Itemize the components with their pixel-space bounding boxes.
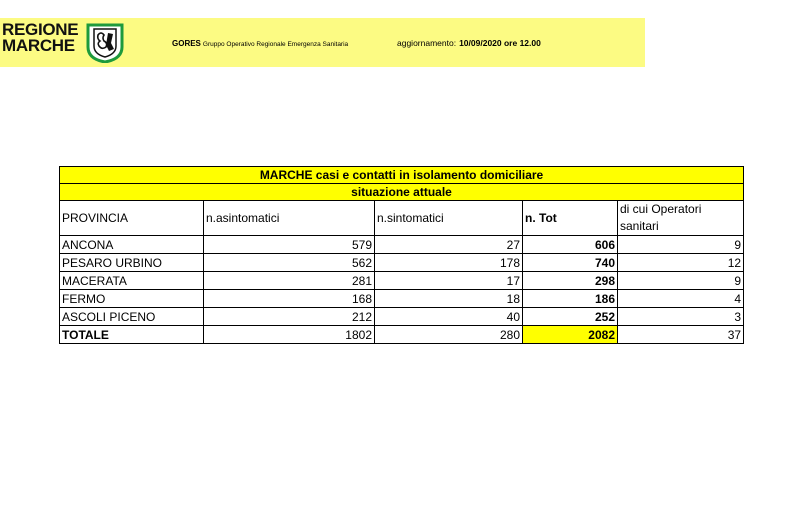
table-row — [60, 254, 744, 272]
cell-operatori: 3 — [618, 308, 744, 326]
logo-line-2: MARCHE — [2, 36, 75, 55]
gores-acronym: GORES — [172, 39, 201, 48]
cell-provincia: ANCONA — [60, 236, 204, 254]
table-row — [60, 308, 744, 326]
column-header-provincia: PROVINCIA — [60, 201, 204, 236]
cell-sintomatici: 40 — [375, 308, 523, 326]
cell-operatori: 12 — [618, 254, 744, 272]
cell-asintomatici: 212 — [204, 308, 375, 326]
cell-sintomatici: 18 — [375, 290, 523, 308]
column-header-operatori: di cui Operatori sanitari — [618, 201, 744, 236]
cell-asintomatici: 579 — [204, 236, 375, 254]
cell-tot: 186 — [523, 290, 618, 308]
column-header-sintomatici: n.sintomatici — [375, 201, 523, 236]
table-title-row — [60, 167, 744, 184]
total-label: TOTALE — [60, 326, 204, 344]
region-logo-text — [2, 22, 86, 54]
cell-provincia: PESARO URBINO — [60, 254, 204, 272]
table-title: MARCHE casi e contatti in isolamento domiciliare — [60, 167, 744, 184]
cell-asintomatici: 562 — [204, 254, 375, 272]
cell-sintomatici: 17 — [375, 272, 523, 290]
header-banner — [0, 18, 645, 67]
total-asintomatici: 1802 — [204, 326, 375, 344]
cell-operatori: 9 — [618, 272, 744, 290]
update-info — [397, 38, 541, 48]
column-header-asintomatici: n.asintomatici — [204, 201, 375, 236]
cell-operatori: 9 — [618, 236, 744, 254]
logo-line-1: REGIONE — [2, 20, 79, 39]
cell-provincia: MACERATA — [60, 272, 204, 290]
total-sintomatici: 280 — [375, 326, 523, 344]
cell-provincia: FERMO — [60, 290, 204, 308]
gores-label — [172, 39, 348, 48]
table-header-row — [60, 201, 744, 236]
update-label: aggiornamento: — [397, 38, 457, 48]
table-subtitle-row — [60, 184, 744, 201]
update-value: 10/09/2020 ore 12.00 — [459, 38, 541, 48]
table-row — [60, 290, 744, 308]
table-total-row — [60, 326, 744, 344]
cell-sintomatici: 178 — [375, 254, 523, 272]
table-subtitle: situazione attuale — [60, 184, 744, 201]
gores-description: Gruppo Operativo Regionale Emergenza Sanitaria — [202, 41, 349, 48]
region-emblem-icon — [86, 23, 124, 63]
table-row — [60, 272, 744, 290]
cell-provincia: ASCOLI PICENO — [60, 308, 204, 326]
total-operatori: 37 — [618, 326, 744, 344]
cell-sintomatici: 27 — [375, 236, 523, 254]
column-header-tot: n. Tot — [523, 201, 618, 236]
table-row — [60, 236, 744, 254]
cell-operatori: 4 — [618, 290, 744, 308]
cell-tot: 298 — [523, 272, 618, 290]
total-tot: 2082 — [523, 326, 618, 344]
cell-tot: 606 — [523, 236, 618, 254]
cell-tot: 740 — [523, 254, 618, 272]
cell-asintomatici: 168 — [204, 290, 375, 308]
cell-tot: 252 — [523, 308, 618, 326]
isolation-table — [59, 166, 744, 344]
cell-asintomatici: 281 — [204, 272, 375, 290]
